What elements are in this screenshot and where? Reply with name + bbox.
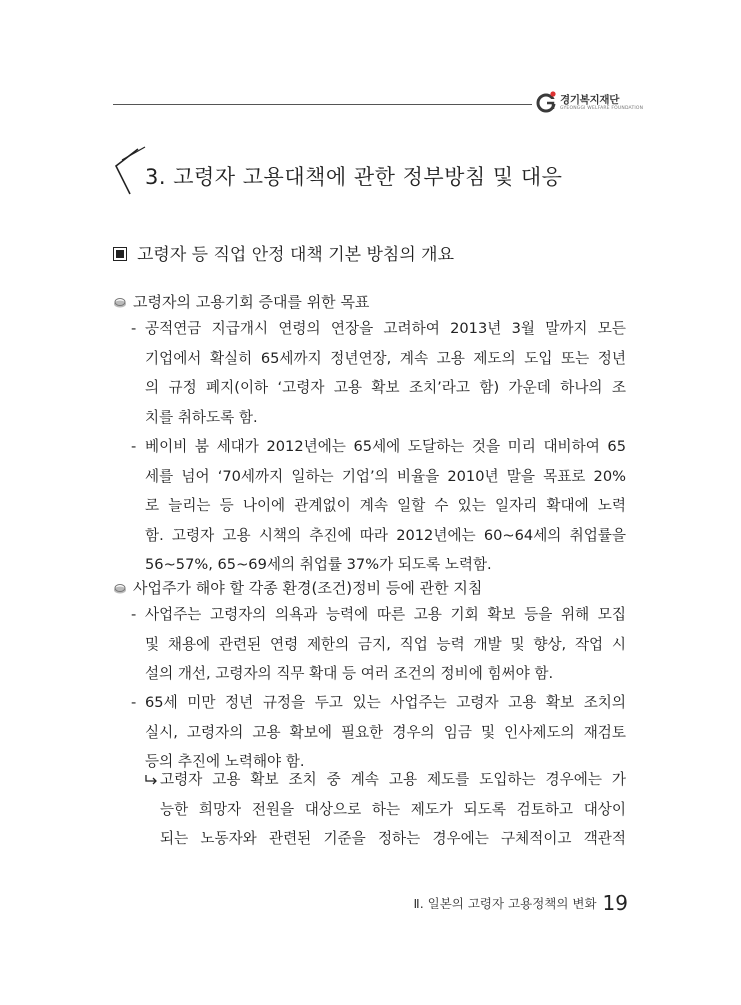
- text-line: 및 채용에 관련된 연령 제한의 금지, 직업 능력 개발 및 향상, 작업 시: [145, 635, 626, 653]
- text-line: 의 규정 폐지(이하 ‘고령자 고용 확보 조치’라고 함) 가운데 하나의 조: [145, 379, 626, 396]
- text-line: 세를 넘어 ‘70세까지 일하는 기업’의 비율을 2010년 말을 목표로 20%: [145, 467, 626, 485]
- text-line: 공적연금 지급개시 연령의 연장을 고려하여 2013년 3월 말까지 모든: [145, 320, 626, 337]
- list-item: [131, 688, 626, 777]
- text-line: 기업에서 확실히 65세까지 정년연장, 계속 고용 제도의 도입 또는 정년: [145, 349, 626, 367]
- text-line: 설의 개선, 고령자의 직무 확대 등 여러 조건의 정비에 힘써야 함.: [145, 665, 554, 682]
- text-line: 되는 노동자와 관련된 기준을 정하는 경우에는 구체적이고 객관적: [160, 830, 626, 847]
- text-line: 치를 취하도록 함.: [145, 408, 258, 426]
- topic-heading: [113, 291, 369, 312]
- square-bullet-icon: [113, 247, 127, 261]
- text-line: 56~57%, 65~69세의 취업률 37%가 되도록 노력함.: [145, 556, 492, 573]
- dash-marker: -: [131, 438, 137, 455]
- leaf-bullet-icon: [113, 295, 127, 309]
- page-footer: [414, 891, 628, 915]
- chapter-title: Ⅱ. 일본의 고령자 고용정책의 변화: [413, 896, 597, 911]
- list-item: [131, 314, 626, 432]
- topic-title: 고령자의 고용기회 증대를 위한 목표: [133, 293, 370, 311]
- subheading-text: 고령자 등 직업 안정 대책 기본 방침의 개요: [137, 245, 455, 265]
- text-line: 등의 추진에 노력해야 함.: [145, 753, 305, 770]
- topic-title: 사업주가 해야 할 각종 환경(조건)정비 등에 관한 지침: [133, 579, 483, 597]
- text-line: 로 늘리는 등 나이에 관계없이 계속 일할 수 있는 일자리 확대에 노력: [145, 497, 626, 514]
- foundation-logo-icon: [536, 90, 558, 114]
- sub-list-item: [160, 765, 626, 854]
- subheading: [113, 240, 454, 265]
- page-number: 19: [602, 891, 628, 915]
- dash-marker: -: [131, 320, 137, 337]
- leaf-bullet-icon: [113, 581, 127, 595]
- list-item: [131, 600, 626, 689]
- text-line: 고령자 고용 확보 조치 중 계속 고용 제도를 도입하는 경우에는 가: [160, 771, 626, 788]
- org-name: 경기복지재단: [560, 94, 620, 106]
- org-sub-name: GYEONGGI WELFARE FOUNDATION: [560, 106, 644, 111]
- text-line: 65세 미만 정년 규정을 두고 있는 사업주는 고령자 고용 확보 조치의: [145, 694, 626, 711]
- list-item: [131, 432, 626, 580]
- dash-marker: -: [131, 694, 137, 711]
- section-title: 3. 고령자 고용대책에 관한 정부방침 및 대응: [145, 165, 563, 189]
- org-logo: [536, 90, 646, 118]
- text-line: 사업주는 고령자의 의욕과 능력에 따른 고용 기회 확보 등을 위해 모집: [145, 606, 626, 623]
- dash-marker: -: [131, 606, 137, 623]
- topic-heading: [113, 577, 482, 598]
- arrow-marker-icon: [144, 774, 158, 786]
- text-line: 실시, 고령자의 고용 확보에 필요한 경우의 임금 및 인사제도의 재검토: [145, 723, 626, 741]
- text-line: 베이비 붐 세대가 2012년에는 65세에 도달하는 것을 미리 대비하여 65: [145, 438, 626, 455]
- header-rule: [113, 104, 532, 105]
- text-line: 함. 고령자 고용 시책의 추진에 따라 2012년에는 60~64세의 취업률을: [145, 526, 626, 544]
- text-line: 능한 희망자 전원을 대상으로 하는 제도가 되도록 검토하고 대상이: [160, 800, 626, 818]
